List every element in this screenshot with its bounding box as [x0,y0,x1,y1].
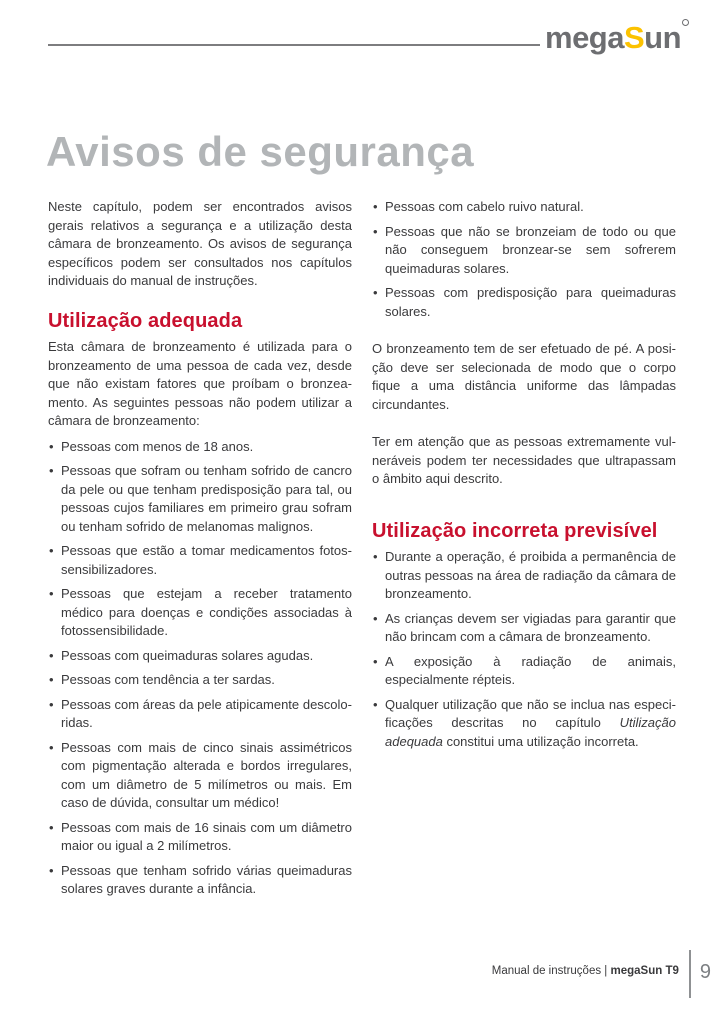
megasun-logo [545,19,689,56]
section-heading-utilizacao-adequada: Utilização adequada [48,309,243,332]
list-item: • Pessoas com tendência a ter sardas. [48,671,352,690]
standing-position-paragraph: O bronzeamento tem de ser efetuado de pé. A posição deve ser selecionada de modo que o corpo fique a uma distância uniforme das lâmpadas circundantes. [372,341,676,412]
section2-bullet-list [372,548,676,751]
footer-manual-label: Manual de instruções | [491,965,611,977]
logo-text-mega: mega [545,20,624,55]
footer-product-name: megaSun T9 [610,965,679,977]
list-item: • Pessoas com cabelo ruivo natural. [372,198,676,217]
list-item: • Durante a operação, é proibida a permanência de outras pessoas na área de radiação da câmara de bronzeamento. [372,548,676,604]
logo-text-un: un [644,20,682,55]
logo-text-s: S [623,20,645,55]
list-item: • Pessoas que não se bronzeiam de todo ou que não conseguem bronzear-se sem sofrerem queimaduras solares. [372,223,676,279]
list-item: • Pessoas que estão a tomar medicamentos fotossensibilizadores. [48,542,352,579]
list-item: • Pessoas com queimaduras solares agudas. [48,647,352,666]
chapter-reference-italic: Utilização adequada [385,715,676,749]
list-item: • Pessoas com áreas da pele atipicamente descoloridas. [48,696,352,733]
footer-divider [689,950,691,998]
list-item: • Pessoas com predisposição para queimaduras solares. [372,284,676,321]
section1-body: Esta câmara de bronzeamento é utilizada para o bronzeamento de uma pessoa de cada vez, desde que não existam fatores que proíbam o bronzeamento. As seguintes pessoas não podem utilizar a câmara de bronzeamento: [48,339,352,428]
list-item: • As crianças devem ser vigiadas para garantir que não brincam com a câmara de bronzeamento. [372,610,676,647]
page-title: Avisos de segurança [46,128,475,176]
section-heading-utilizacao-incorreta: Utilização incorreta previsível [372,519,658,542]
list-item: • A exposição à radiação de animais, especialmente répteis. [372,653,676,690]
list-item: • Pessoas que sofram ou tenham sofrido de cancro da pele ou que tenham predisposição para tal, ou pessoas cujos familiares em primeiro grau sofram ou tenham sofrido de melanomas malignos. [48,462,352,536]
list-item [372,696,676,752]
header-rule [48,44,540,46]
list-item-text: Qualquer utilização que não se inclua nas especificações descritas no capítulo [385,696,676,730]
list-item: • Pessoas com menos de 18 anos. [48,438,352,457]
footer-text [492,965,679,977]
list-item: • Pessoas com mais de 16 sinais com um diâmetro maior ou igual a 2 milímetros. [48,819,352,856]
section1-bullet-list [48,438,352,899]
list-item: • Pessoas com mais de cinco sinais assimétricos com pigmentação alterada e bordos irregulares, com um diâmetro de 5 milímetros ou mais. Em caso de dúvida, consultar um médico! [48,739,352,813]
registered-mark-icon [682,19,689,26]
vulnerable-people-paragraph: Ter em atenção que as pessoas extremamente vulneráveis podem ter necessidades que ultrapassam o âmbito aqui descrito. [372,434,676,486]
list-item: • Pessoas que estejam a receber tratamento médico para doenças e condições associadas à fotossensibilidade. [48,585,352,641]
left-column [48,198,352,905]
list-item-text: constitui uma utilização incorreta. [442,733,639,749]
right-column [372,198,676,757]
list-item: • Pessoas que tenham sofrido várias queimaduras solares graves durante a infância. [48,862,352,899]
intro-paragraph: Neste capítulo, podem ser encontrados avisos gerais relativos a segurança e a utilização desta câmara de bronzeamento. Os avisos de segurança específicos podem ser consultados nos capítulos individuais do manual de instruções. [48,199,352,288]
page-number: 9 [699,961,711,983]
page-footer [492,950,711,998]
top-bullet-list [372,198,676,321]
